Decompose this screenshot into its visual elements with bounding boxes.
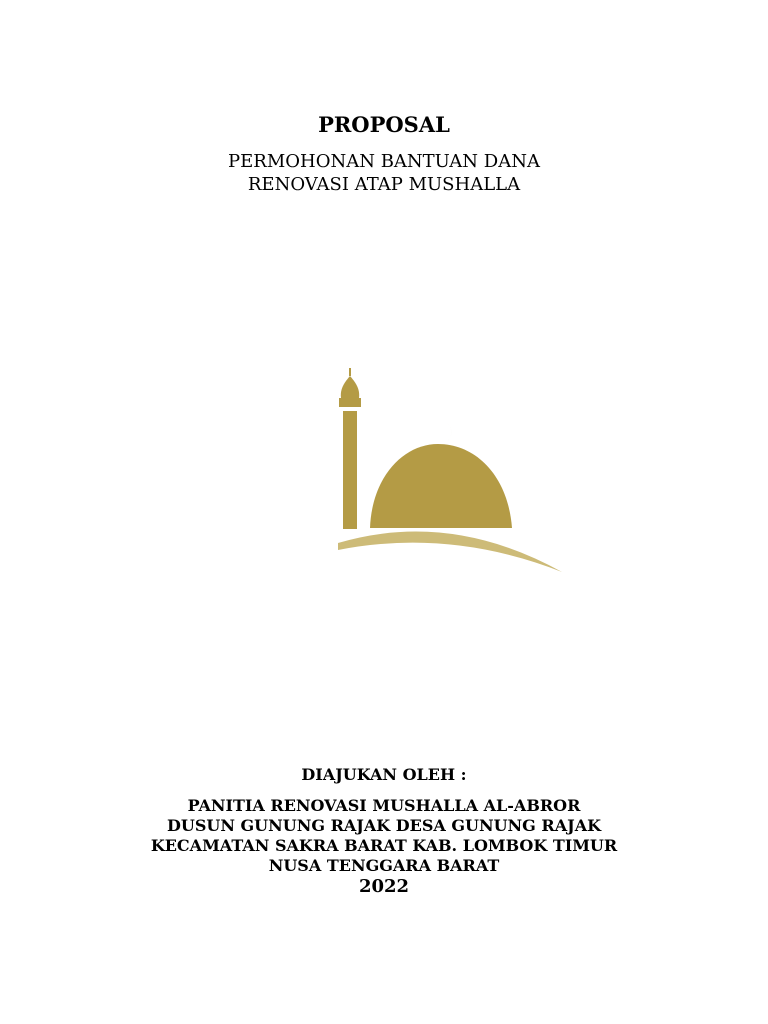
document-subtitle: [0, 150, 768, 196]
submitted-by-label: DIAJUKAN OLEH :: [301, 765, 467, 784]
minaret-balcony: [339, 398, 361, 407]
minaret-top-dome: [341, 376, 359, 398]
subtitle-line-1: PERMOHONAN BANTUAN DANA: [228, 151, 540, 172]
organization-line-1: PANITIA RENOVASI MUSHALLA AL-ABROR: [187, 796, 581, 815]
organization-line-4: NUSA TENGGARA BARAT: [268, 856, 500, 875]
minaret-shaft: [343, 411, 357, 529]
main-dome: [370, 444, 512, 528]
organization-block: [0, 796, 768, 876]
document-year: 2022: [358, 876, 410, 897]
organization-line-2: DUSUN GUNUNG RAJAK DESA GUNUNG RAJAK: [166, 816, 602, 835]
mosque-logo-icon: [300, 368, 570, 578]
subtitle-line-2: RENOVASI ATAP MUSHALLA: [247, 174, 521, 195]
crescent-icon: [440, 421, 452, 444]
document-title: PROPOSAL: [318, 112, 450, 137]
base-arc: [338, 532, 562, 572]
organization-line-3: KECAMATAN SAKRA BARAT KAB. LOMBOK TIMUR: [150, 836, 618, 855]
minaret-finial: [349, 368, 351, 376]
